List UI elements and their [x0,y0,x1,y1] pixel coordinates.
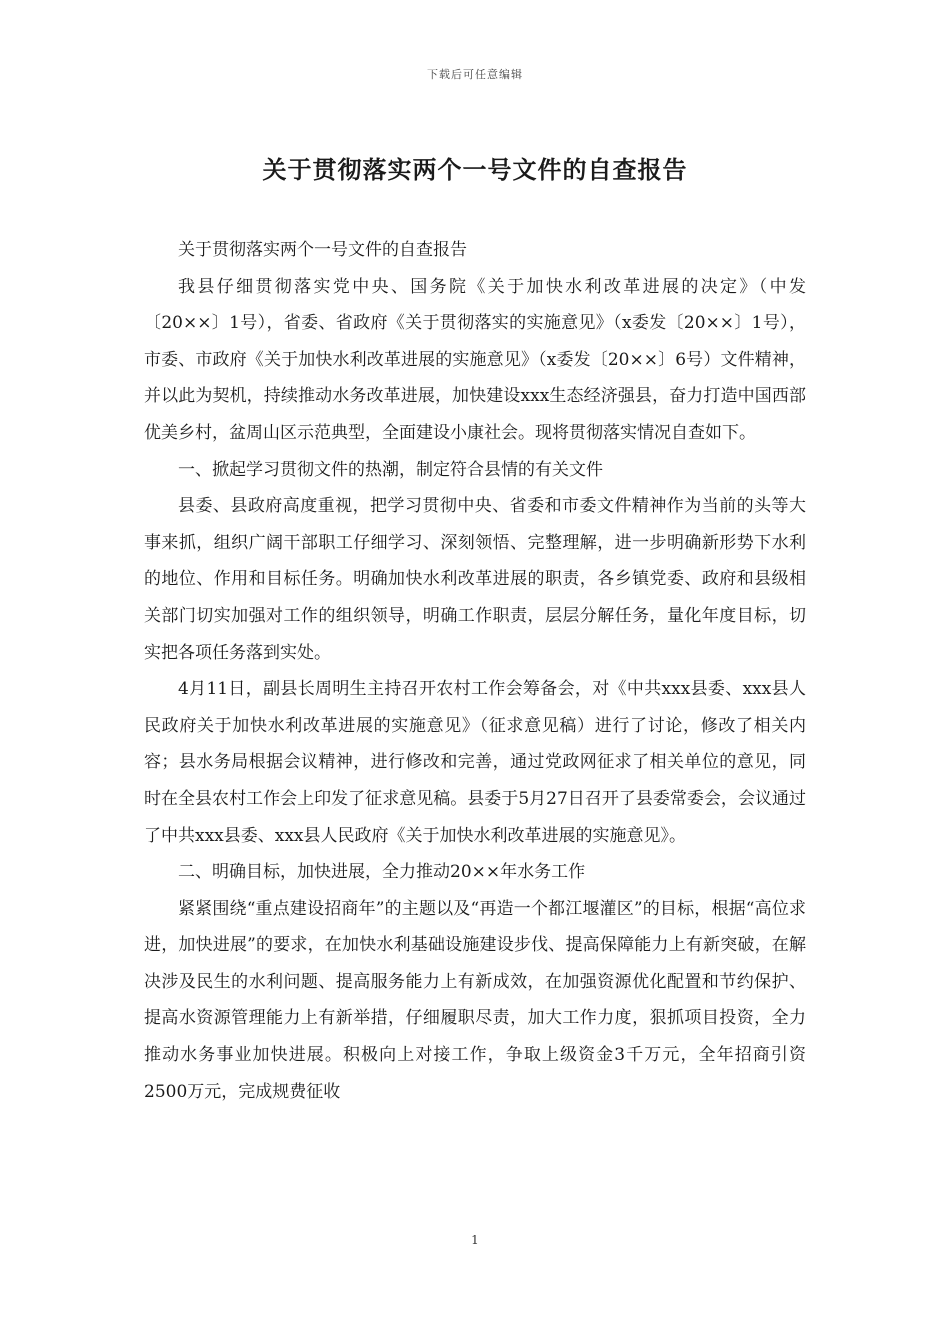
section-heading-1: 一、掀起学习贯彻文件的热潮，制定符合县情的有关文件 [178,459,603,480]
paragraph-section-2: 紧紧围绕“重点建设招商年”的主题以及“再造一个都江堰灌区”的目标，根据“高位求进，加快进展”的要求，在加快水利基础设施建设步伐、提高保障能力上有新突破，在解决涉及民生的水利问题、提高服务能力上有新成效，在加强资源优化配置和节约保护、提高水资源管理能力上有新举措，仔细履职尽责，加大工作力度，狠抓项目投资，全力推动水务事业加快进展。积极向上对接工作，争取上级资金3千万元，全年招商引资2500万元，完成规费征收 [144,898,806,1102]
document-title: 关于贯彻落实两个一号文件的自查报告 [262,155,688,184]
page-header-note: 下载后可任意编辑 [427,68,523,81]
page-number: 1 [471,1233,479,1247]
paragraph-intro: 我县仔细贯彻落实党中央、国务院《关于加快水利改革进展的决定》（中发〔20××〕1号），省委、省政府《关于贯彻落实的实施意见》（x委发〔20××〕1号），市委、市政府《关于加快水利改革进展的实施意见》（x委发〔20××〕6号）文件精神，并以此为契机，持续推动水务改革进展，加快建设xxx生态经济强县，奋力打造中国西部优美乡村，盆周山区示范典型，全面建设小康社会。现将贯彻落实情况自查如下。 [144,276,806,443]
paragraph-subtitle: 关于贯彻落实两个一号文件的自查报告 [178,240,467,260]
paragraph-meeting: 4月11日，副县长周明生主持召开农村工作会筹备会，对《中共xxx县委、xxx县人民政府关于加快水利改革进展的实施意见》（征求意见稿）进行了讨论，修改了相关内容；县水务局根据会议精神，进行修改和完善，通过党政网征求了相关单位的意见，同时在全县农村工作会上印发了征求意见稿。县委于5月27日召开了县委常委会，会议通过了中共xxx县委、xxx县人民政府《关于加快水利改革进展的实施意见》。 [144,679,806,846]
paragraph-section-1: 县委、县政府高度重视，把学习贯彻中央、省委和市委文件精神作为当前的头等大事来抓，组织广阔干部职工仔细学习、深刻领悟、完整理解，进一步明确新形势下水利的地位、作用和目标任务。明确加快水利改革进展的职责，各乡镇党委、政府和县级相关部门切实加强对工作的组织领导，明确工作职责，层层分解任务，量化年度目标，切实把各项任务落到实处。 [144,496,806,663]
document-body [144,232,806,1110]
section-heading-2: 二、明确目标，加快进展，全力推动20××年水务工作 [178,862,586,883]
